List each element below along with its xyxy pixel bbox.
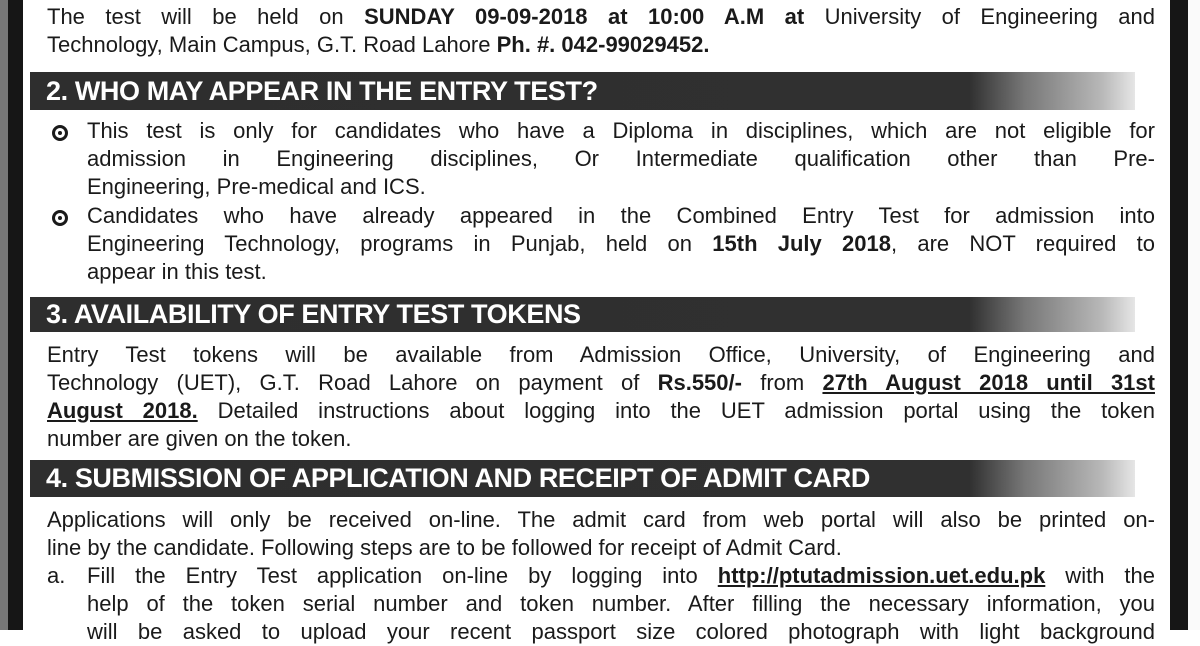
section1-paragraph — [47, 3, 1155, 59]
text-segment: This test is only for candidates who have a Diploma in disciplines, which are not eligible for — [87, 118, 1155, 143]
text-segment: Technology (UET), G.T. Road Lahore on payment of — [47, 370, 658, 395]
emphasis-text: August 2018. — [47, 398, 198, 423]
text-segment: Candidates who have already appeared in the Combined Entry Test for admission into — [87, 203, 1155, 228]
text-segment: Engineering Technology, programs in Punjab, held on — [87, 231, 713, 256]
text-segment: Technology, Main Campus, G.T. Road Lahore — [47, 32, 497, 57]
section3-heading: 3. AVAILABILITY OF ENTRY TEST TOKENS — [30, 297, 1135, 332]
text-line — [47, 534, 1155, 562]
emphasis-text: 27th August 2018 until 31st — [822, 370, 1155, 395]
text-line — [87, 202, 1155, 230]
text-line — [87, 117, 1155, 145]
emphasis-text: Rs.550/- — [657, 370, 742, 395]
text-segment: Applications will only be received on-line. The admit card from web portal will also be printed on- — [47, 507, 1155, 532]
text-segment: appear in this test. — [87, 259, 267, 284]
text-segment: with the — [1045, 563, 1155, 588]
portal-link[interactable]: http://ptutadmission.uet.edu.pk — [717, 563, 1046, 588]
text-line — [87, 173, 1155, 201]
text-segment: University of Engineering and — [804, 4, 1156, 29]
section4-heading: 4. SUBMISSION OF APPLICATION AND RECEIPT OF ADMIT CARD — [30, 460, 1135, 497]
text-segment: Engineering, Pre-medical and ICS. — [87, 174, 426, 199]
text-line — [47, 369, 1155, 397]
text-segment: number are given on the token. — [47, 426, 352, 451]
section2-bullet-1 — [87, 117, 1155, 201]
text-segment: The test will be held on — [47, 4, 365, 29]
text-line — [47, 425, 1155, 453]
text-segment: Fill the Entry Test application on-line by logging into — [87, 563, 718, 588]
section4-paragraph — [47, 506, 1155, 562]
bullet-icon — [52, 125, 68, 141]
page-border-left-frame — [8, 0, 23, 630]
section2-bullet-2 — [87, 202, 1155, 286]
text-line — [47, 341, 1155, 369]
text-line — [87, 258, 1155, 286]
page-border-left — [0, 0, 8, 630]
page-border-right-frame — [1170, 0, 1188, 630]
emphasis-text: Ph. #. 042-99029452. — [496, 32, 710, 57]
step-a-marker: a. — [47, 563, 66, 588]
text-segment: from — [741, 370, 823, 395]
emphasis-text: SUNDAY 09-09-2018 at 10:00 A.M at — [364, 4, 805, 29]
text-line — [87, 562, 1155, 590]
text-line — [47, 506, 1155, 534]
section2-heading: 2. WHO MAY APPEAR IN THE ENTRY TEST? — [30, 72, 1135, 110]
text-segment: will be asked to upload your recent passport size colored photograph with light background — [87, 619, 1155, 644]
text-segment: line by the candidate. Following steps are to be followed for receipt of Admit Card. — [47, 535, 842, 560]
text-line — [87, 230, 1155, 258]
section3-paragraph — [47, 341, 1155, 453]
text-line — [87, 590, 1155, 618]
emphasis-text: 15th July 2018 — [712, 231, 891, 256]
text-segment: Detailed instructions about logging into the UET admission portal using the token — [197, 398, 1155, 423]
text-line — [47, 31, 1155, 59]
text-line — [87, 145, 1155, 173]
page-margin-right — [1188, 0, 1200, 630]
text-line — [87, 618, 1155, 646]
section4-step-a — [87, 562, 1155, 646]
bullet-icon — [52, 210, 68, 226]
text-line — [47, 397, 1155, 425]
text-segment: help of the token serial number and token number. After filling the necessary information, you — [87, 591, 1155, 616]
text-segment: Entry Test tokens will be available from Admission Office, University, of Engineering and — [47, 342, 1155, 367]
text-segment: admission in Engineering disciplines, Or Intermediate qualification other than Pre- — [87, 146, 1155, 171]
text-line — [47, 3, 1155, 31]
text-segment: , are NOT required to — [890, 231, 1155, 256]
